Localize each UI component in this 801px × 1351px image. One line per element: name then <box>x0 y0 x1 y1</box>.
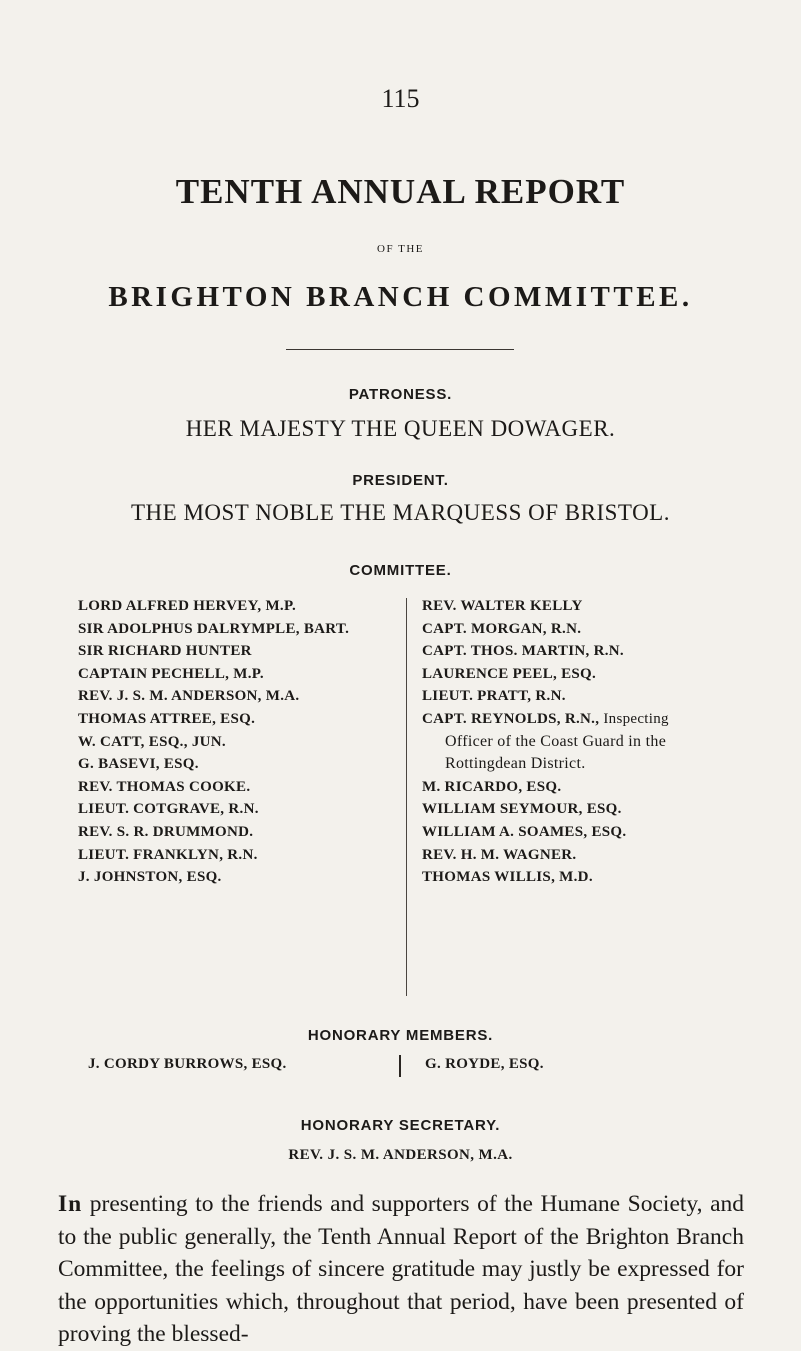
honorary-member: J. CORDY BURROWS, ESQ. <box>88 1056 287 1072</box>
honorary-secretary-label: HONORARY SECRETARY. <box>300 1117 501 1134</box>
committee-member-role-cont: Rottingdean District. <box>445 755 586 773</box>
committee-member: CAPT. THOS. MARTIN, R.N. <box>422 643 624 660</box>
honorary-member: G. ROYDE, ESQ. <box>425 1056 544 1072</box>
title-divider <box>286 349 514 350</box>
committee-member: REV. J. S. M. ANDERSON, M.A. <box>78 688 300 705</box>
committee-member: J. JOHNSTON, ESQ. <box>78 869 222 886</box>
committee-label: COMMITTEE. <box>349 562 452 579</box>
committee-member: REV. S. R. DRUMMOND. <box>78 823 254 840</box>
committee-member <box>422 708 669 731</box>
committee-right-column <box>422 595 669 889</box>
committee-member: THOMAS WILLIS, M.D. <box>422 869 593 886</box>
committee-member: CAPT. MORGAN, R.N. <box>422 620 582 637</box>
committee-member: W. CATT, ESQ., JUN. <box>78 733 226 750</box>
committee-member: WILLIAM A. SOAMES, ESQ. <box>422 823 627 840</box>
patroness-name: HER MAJESTY THE QUEEN DOWAGER. <box>185 416 616 441</box>
page-number: 115 <box>381 84 420 113</box>
committee-member-role-cont: Officer of the Coast Guard in the <box>445 732 667 750</box>
committee-member: LORD ALFRED HERVEY, M.P. <box>78 598 297 614</box>
committee-member: REV. THOMAS COOKE. <box>78 778 251 795</box>
committee-member: REV. H. M. WAGNER. <box>422 846 577 863</box>
body-paragraph <box>58 1188 744 1351</box>
committee-column-divider <box>406 598 407 996</box>
committee-member: SIR ADOLPHUS DALRYMPLE, BART. <box>78 620 350 637</box>
president-name: THE MOST NOBLE THE MARQUESS OF BRISTOL. <box>131 500 670 525</box>
report-title: TENTH ANNUAL REPORT <box>175 172 626 211</box>
honorary-secretary-name: REV. J. S. M. ANDERSON, M.A. <box>288 1147 513 1163</box>
committee-member-role: Inspecting <box>603 710 669 727</box>
committee-member: WILLIAM SEYMOUR, ESQ. <box>422 801 622 818</box>
committee-member: LIEUT. COTGRAVE, R.N. <box>78 801 259 818</box>
committee-member: G. BASEVI, ESQ. <box>78 756 199 773</box>
committee-member: THOMAS ATTREE, ESQ. <box>78 710 256 727</box>
committee-member: REV. WALTER KELLY <box>422 598 583 614</box>
president-label: PRESIDENT. <box>352 472 449 489</box>
report-of-the: OF THE <box>377 243 424 255</box>
committee-left-column <box>78 595 349 889</box>
report-committee-name: BRIGHTON BRANCH COMMITTEE. <box>108 281 693 313</box>
paragraph-lead-word: In <box>58 1191 83 1217</box>
patroness-label: PATRONESS. <box>348 386 453 403</box>
committee-member: LAURENCE PEEL, ESQ. <box>422 665 597 682</box>
committee-member: CAPTAIN PECHELL, M.P. <box>78 665 264 682</box>
paragraph-text: presenting to the friends and supporters of the Humane Society, and to the public generally, the Tenth Annual Report of the Brighton Branch Committee, the feelings of sincere gratitude may justly be expressed for the opportunities which, throughout that period, have been presented of proving the blessed- <box>58 1191 744 1347</box>
committee-member: SIR RICHARD HUNTER <box>78 643 252 660</box>
committee-member: M. RICARDO, ESQ. <box>422 778 562 795</box>
committee-member: LIEUT. FRANKLYN, R.N. <box>78 846 258 863</box>
committee-member: LIEUT. PRATT, R.N. <box>422 688 566 705</box>
honorary-members-label: HONORARY MEMBERS. <box>307 1027 494 1044</box>
committee-member-name: CAPT. REYNOLDS, R.N., <box>422 710 600 727</box>
honorary-members-divider <box>399 1055 401 1077</box>
